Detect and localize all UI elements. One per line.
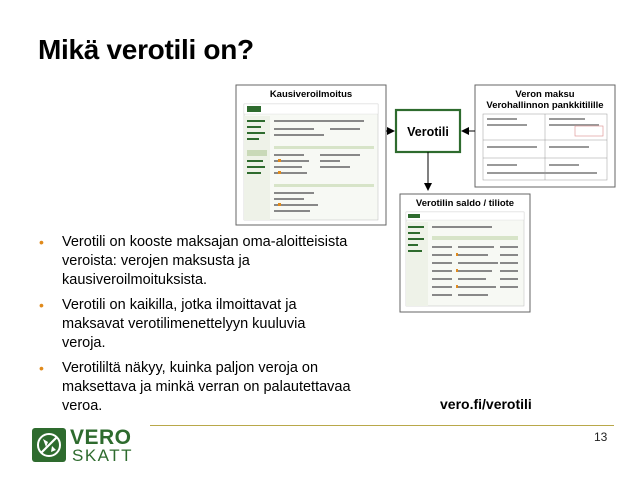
kausiveroilmoitus-box [236, 85, 386, 225]
kausiveroilmoitus-thumbnail [244, 104, 378, 220]
logo-emblem-icon [32, 428, 66, 462]
veron-maksu-label-2: Verohallinnon pankkitilille [486, 100, 604, 111]
veron-maksu-label-1: Veron maksu [515, 89, 575, 100]
verotilin-saldo-box [400, 194, 530, 312]
slide-title: Mikä verotili on? [38, 34, 254, 65]
bullet-marker: • [39, 297, 44, 313]
verotili-label: Verotili [407, 125, 449, 139]
bullet-list [32, 233, 352, 422]
logo-skatt-text: SKATT [72, 446, 134, 465]
bullet-marker: • [39, 234, 44, 250]
bullet-item: • Verotili on kooste maksajan oma-aloitteisista veroista: verojen maksusta ja kausiveroilmoituksista. [39, 234, 348, 288]
verotilin-saldo-label: Verotilin saldo / tiliote [415, 198, 515, 209]
footer-divider [150, 425, 614, 426]
vero-skatt-logo [32, 428, 142, 466]
verotili-url: vero.fi/verotili [440, 396, 532, 412]
bullet-item: • Verotili on kaikilla, jotka ilmoittavat ja maksavat verotilimenettelyyn kuuluvia veroja. [39, 297, 306, 351]
bullet-marker: • [39, 360, 44, 376]
saldo-thumbnail [406, 212, 524, 306]
payment-slip-thumbnail [483, 114, 607, 180]
bullet-item: • Verotililtä näkyy, kuinka paljon veroja on maksettava ja minkä verran on palautettavaa veroa. [39, 360, 351, 414]
logo-vero-text: VERO [70, 426, 132, 449]
verotili-center-box [396, 110, 460, 152]
veron-maksu-box [475, 85, 615, 187]
kausiveroilmoitus-label: Kausiveroilmoitus [269, 89, 353, 100]
page-number: 13 [594, 430, 608, 444]
